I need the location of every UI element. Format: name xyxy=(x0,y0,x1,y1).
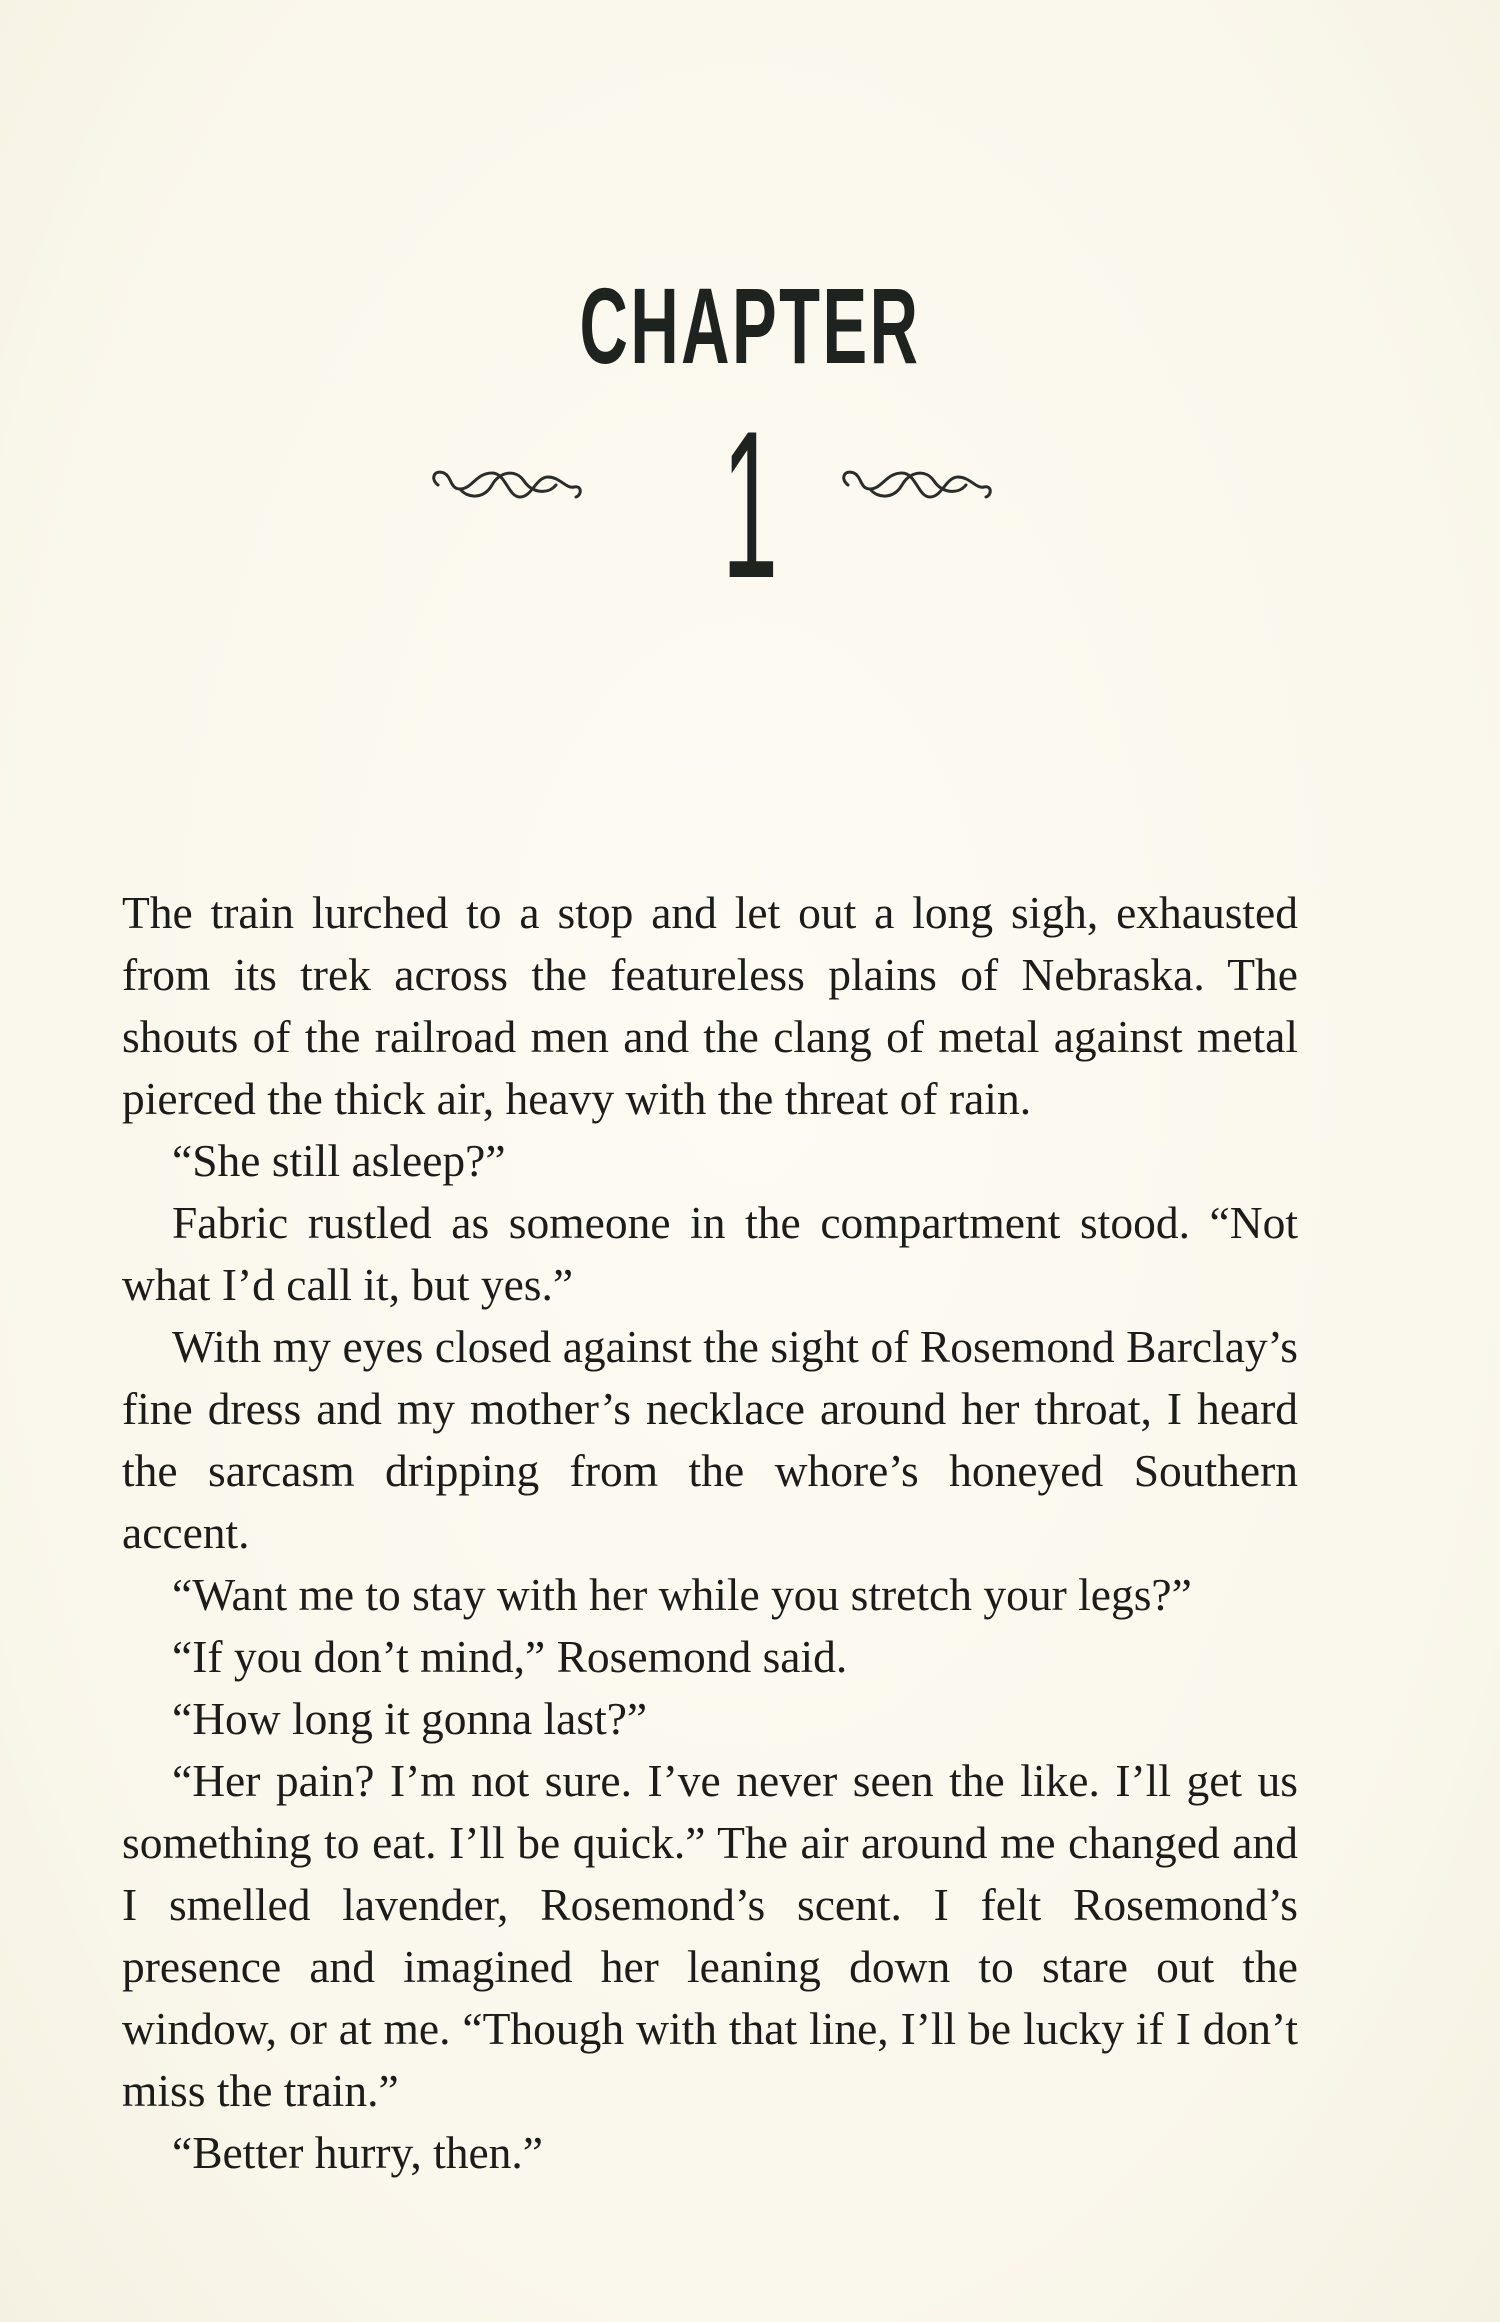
paragraph: “How long it gonna last?” xyxy=(172,1693,648,1744)
flourish-ornament-right-icon xyxy=(830,455,1000,515)
paragraph: “Her pain? I’m not sure. I’ve never seen the like. I’ll get us something to eat. I’ll be quick.” The air around me changed and I smelled lavender, Rosemond’s scent. I felt Rosemond’s presence and imagined her leaning down to stare out the window, or at me. “Though with that line, I’ll be lucky if I don’t miss the train.” xyxy=(122,1755,1298,2116)
paragraph: “Better hurry, then.” xyxy=(172,2127,543,2178)
paragraph: With my eyes closed against the sight of Rosemond Barclay’s fine dress and my mother’s necklace around her throat, I heard the sarcasm dripping from the whore’s honeyed Southern accent. xyxy=(122,1321,1298,1558)
chapter-number: 1 xyxy=(721,387,779,622)
paragraph: The train lurched to a stop and let out a long sigh, exhausted from its trek across the featureless plains of Nebraska. The shouts of the railroad men and the clang of metal against metal pierced the thick air, heavy with the threat of rain. xyxy=(122,887,1298,1124)
paragraph: “She still asleep?” xyxy=(172,1135,506,1186)
chapter-body xyxy=(122,882,1298,2184)
paragraph: Fabric rustled as someone in the compartment stood. “Not what I’d call it, but yes.” xyxy=(122,1197,1298,1310)
paragraph: “Want me to stay with her while you stretch your legs?” xyxy=(172,1569,1192,1620)
chapter-heading: CHAPTER xyxy=(579,265,921,386)
paragraph: “If you don’t mind,” Rosemond said. xyxy=(172,1631,848,1682)
